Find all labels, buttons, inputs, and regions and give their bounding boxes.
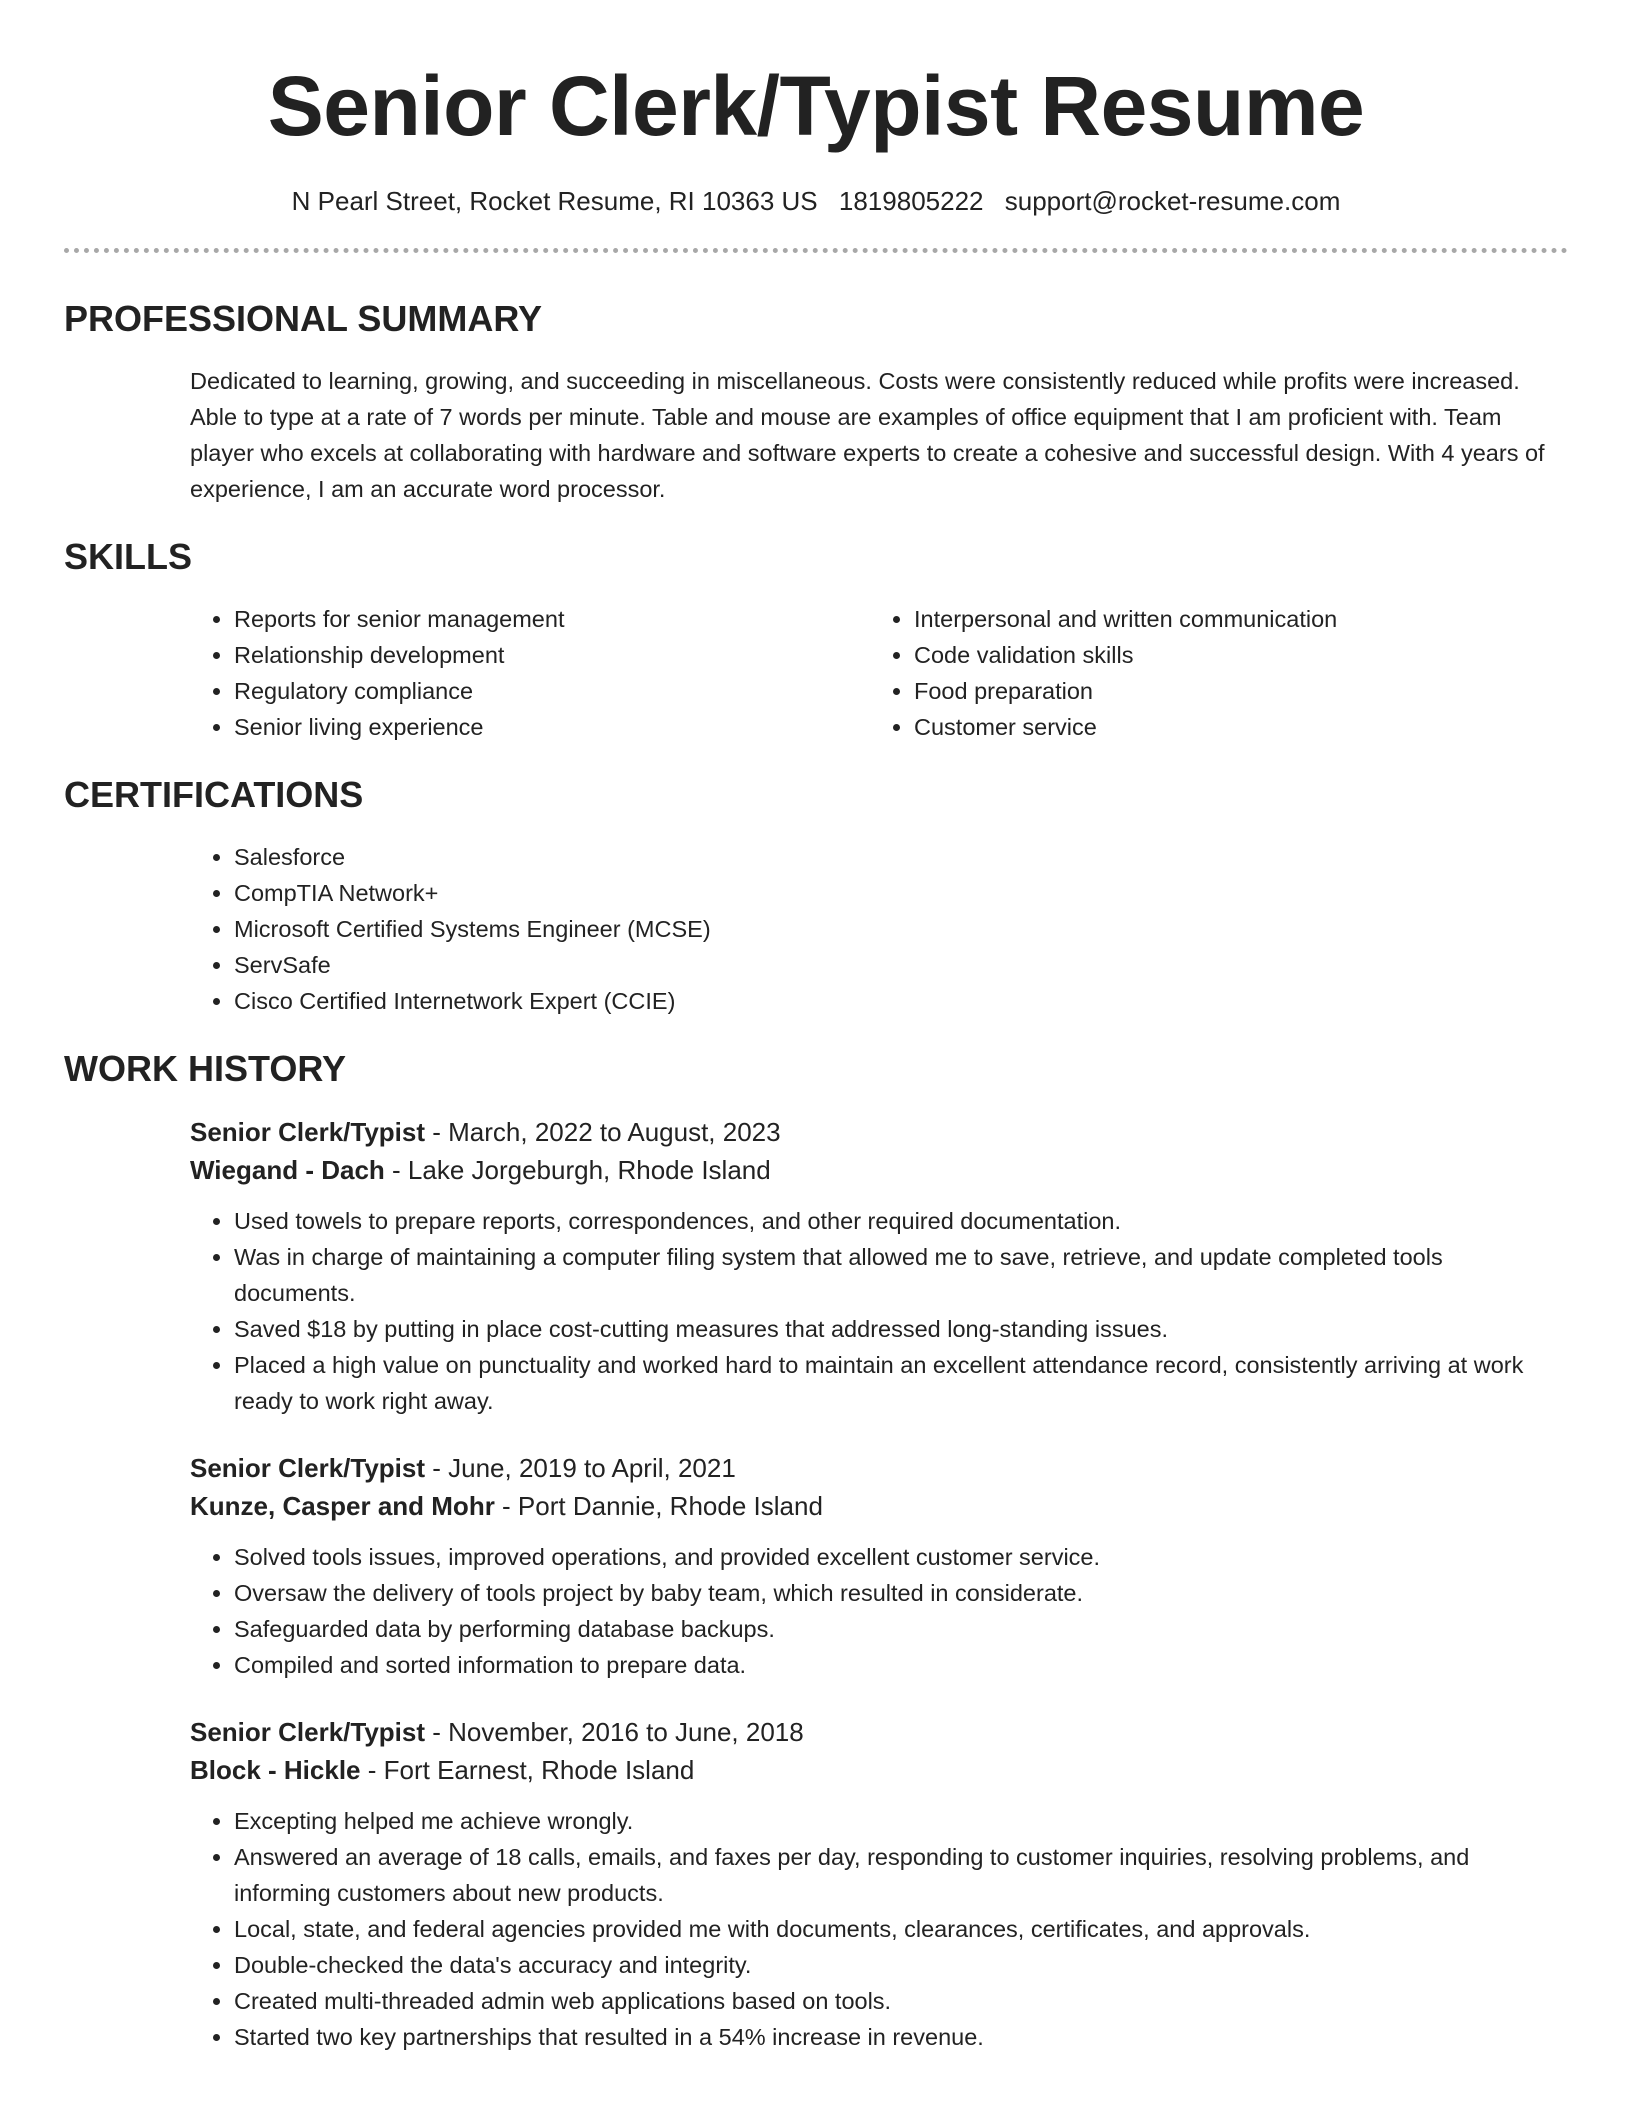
skill-item: • Customer service: [914, 709, 1550, 745]
work-history-heading: WORK HISTORY: [64, 1048, 347, 1089]
job-duty-item: • Was in charge of maintaining a computer filing system that allowed me to save, retrieve, and update completed tools documents.: [234, 1239, 1568, 1311]
skill-item: • Reports for senior management: [234, 601, 870, 637]
job-dates: - November, 2016 to June, 2018: [425, 1717, 804, 1747]
job-duty-item: • Safeguarded data by performing database backups.: [234, 1611, 1568, 1647]
job-duty-item: • Saved $18 by putting in place cost-cutting measures that addressed long-standing issues.: [234, 1311, 1568, 1347]
skills-list: [190, 601, 1568, 745]
job-duties-list: [190, 1203, 1568, 1419]
job-dates: - March, 2022 to August, 2023: [425, 1117, 781, 1147]
job-duty-item: • Compiled and sorted information to prepare data.: [234, 1647, 1568, 1683]
job-duty-item: • Created multi-threaded admin web applications based on tools.: [234, 1983, 1568, 2019]
certification-item: • Cisco Certified Internetwork Expert (CCIE): [234, 983, 1568, 1019]
job-duties-list: [190, 1539, 1568, 1683]
contact-line: [64, 184, 1568, 218]
certifications-list: [190, 839, 1568, 1019]
skill-item: • Food preparation: [914, 673, 1550, 709]
job-title-line: [190, 1113, 1568, 1151]
job-title: Senior Clerk/Typist: [190, 1453, 426, 1483]
certification-item: • CompTIA Network+: [234, 875, 1568, 911]
job-dates: - June, 2019 to April, 2021: [425, 1453, 736, 1483]
job-duty-item: • Oversaw the delivery of tools project by baby team, which resulted in considerate.: [234, 1575, 1568, 1611]
skill-item: • Senior living experience: [234, 709, 870, 745]
job-company-line: [190, 1151, 1568, 1189]
job-duties-list: [190, 1803, 1568, 2055]
job-location: - Lake Jorgeburgh, Rhode Island: [384, 1155, 771, 1185]
job-company-line: [190, 1751, 1568, 1789]
job-title: Senior Clerk/Typist: [190, 1717, 426, 1747]
contact-phone: 1819805222: [838, 186, 984, 216]
skill-item: • Interpersonal and written communication: [914, 601, 1550, 637]
job-title-line: [190, 1449, 1568, 1487]
job-location: - Port Dannie, Rhode Island: [494, 1491, 823, 1521]
certifications-heading: CERTIFICATIONS: [64, 774, 364, 815]
job-entry: [190, 1449, 1568, 1683]
job-company: Wiegand - Dach: [190, 1155, 385, 1185]
job-duty-item: • Used towels to prepare reports, correspondences, and other required documentation.: [234, 1203, 1568, 1239]
skills-column-left: [190, 601, 870, 745]
job-entry: [190, 1113, 1568, 1419]
resume-title: Senior Clerk/Typist Resume: [267, 59, 1365, 153]
job-duty-item: • Placed a high value on punctuality and worked hard to maintain an excellent attendance record, consistently arriving at work ready to work right away.: [234, 1347, 1568, 1419]
job-title-line: [190, 1713, 1568, 1751]
skills-heading: SKILLS: [64, 536, 193, 577]
job-duty-item: • Solved tools issues, improved operations, and provided excellent customer service.: [234, 1539, 1568, 1575]
job-entry: [190, 1713, 1568, 2055]
skill-item: • Code validation skills: [914, 637, 1550, 673]
skill-item: • Regulatory compliance: [234, 673, 870, 709]
job-company-line: [190, 1487, 1568, 1525]
skills-column-right: [870, 601, 1550, 745]
certification-item: • ServSafe: [234, 947, 1568, 983]
header-divider: [64, 248, 1568, 253]
job-duty-item: • Local, state, and federal agencies provided me with documents, clearances, certificates, and approvals.: [234, 1911, 1568, 1947]
job-company: Block - Hickle: [190, 1755, 361, 1785]
job-location: - Fort Earnest, Rhode Island: [360, 1755, 695, 1785]
job-company: Kunze, Casper and Mohr: [190, 1491, 495, 1521]
contact-email: support@rocket-resume.com: [1004, 186, 1341, 216]
certification-item: • Microsoft Certified Systems Engineer (MCSE): [234, 911, 1568, 947]
job-duty-item: • Started two key partnerships that resulted in a 54% increase in revenue.: [234, 2019, 1568, 2055]
certification-item: • Salesforce: [234, 839, 1568, 875]
contact-address: N Pearl Street, Rocket Resume, RI 10363 US: [291, 186, 818, 216]
summary-section: [190, 363, 1568, 507]
job-duty-item: • Answered an average of 18 calls, emails, and faxes per day, responding to customer inquiries, resolving problems, and informing customers about new products.: [234, 1839, 1568, 1911]
job-title: Senior Clerk/Typist: [190, 1117, 426, 1147]
summary-heading: PROFESSIONAL SUMMARY: [64, 298, 543, 339]
job-duty-item: • Double-checked the data's accuracy and integrity.: [234, 1947, 1568, 1983]
summary-text: Dedicated to learning, growing, and succeeding in miscellaneous. Costs were consistently reduced while profits were increased. Able to type at a rate of 7 words per minute. Table and mouse are examples of office equipment that I am proficient with. Team player who excels at collaborating with hardware and software experts to create a cohesive and successful design. With 4 years of experience, I am an accurate word processor.: [190, 368, 1545, 502]
job-duty-item: • Excepting helped me achieve wrongly.: [234, 1803, 1568, 1839]
certifications-section: [190, 839, 1568, 1019]
skill-item: • Relationship development: [234, 637, 870, 673]
